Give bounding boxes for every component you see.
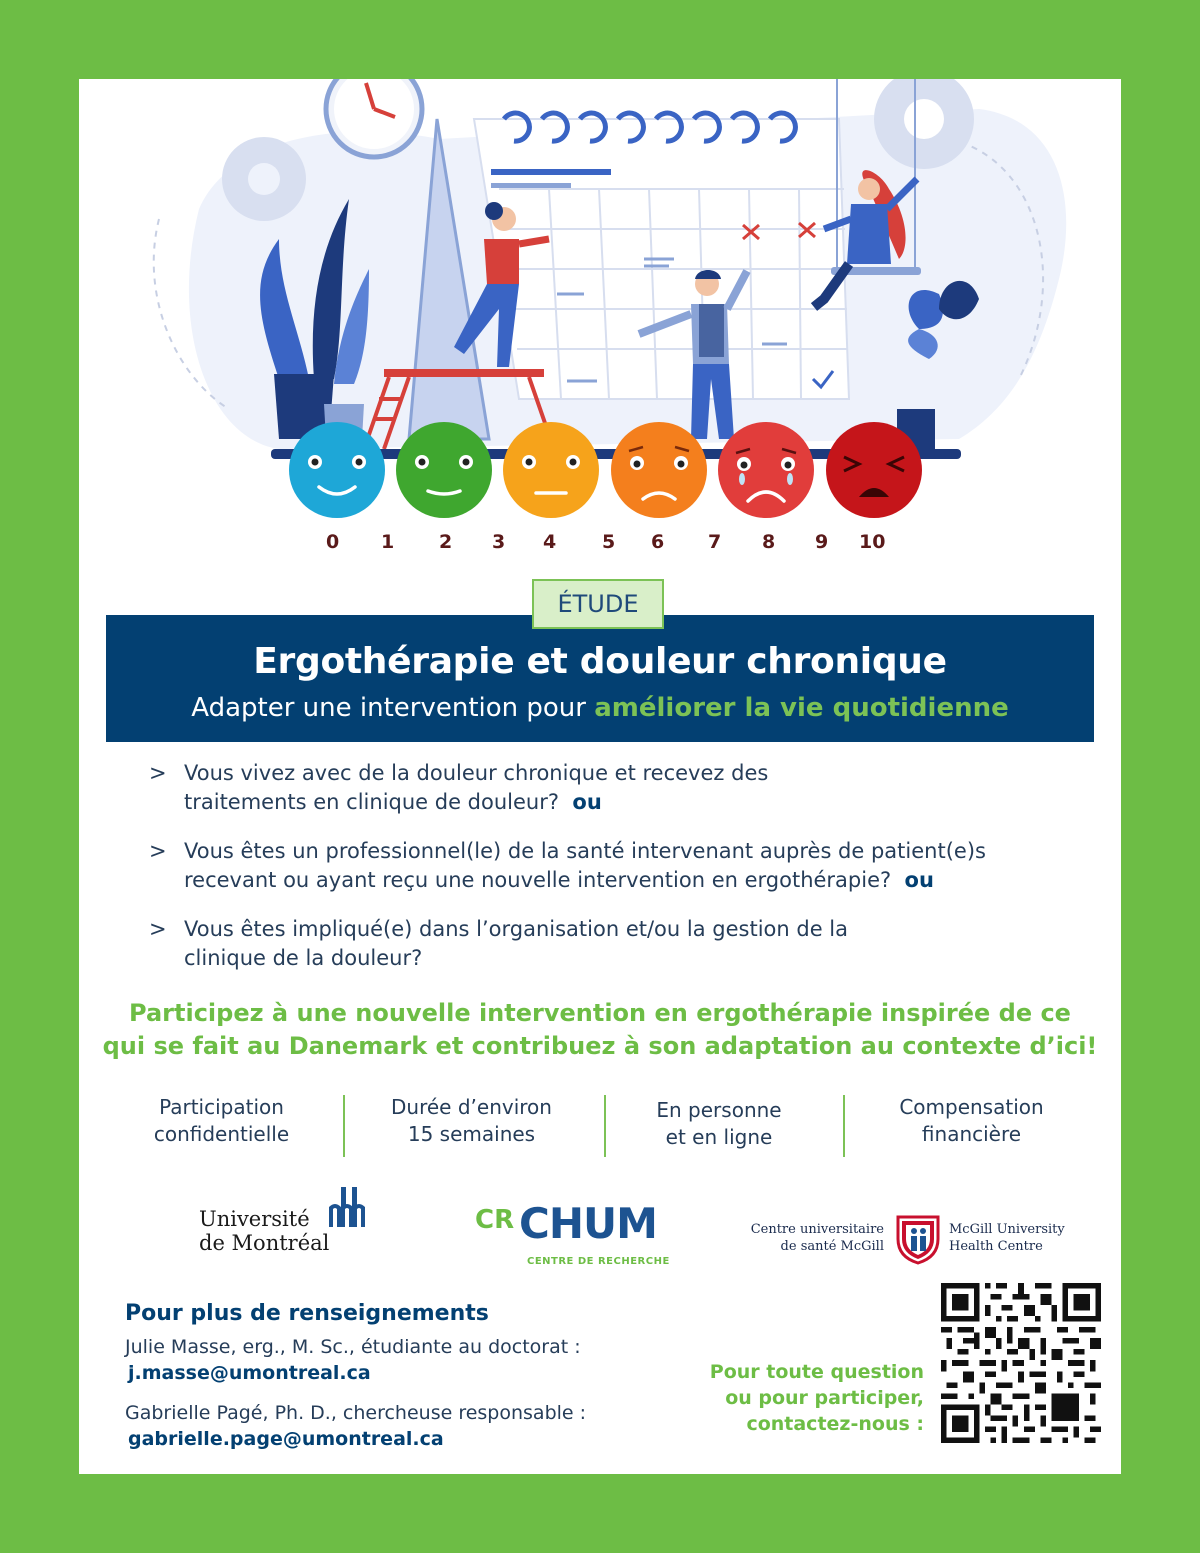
pain-face-3: [611, 422, 707, 518]
scale-number: 4: [543, 531, 557, 553]
scale-number: 3: [492, 531, 506, 553]
feature-line: 15 semaines: [407, 1122, 536, 1146]
list-item: [149, 837, 1089, 895]
mcgill-line: Health Centre: [949, 1239, 1043, 1254]
bullet-or: ou: [572, 790, 602, 814]
feature-line: Compensation: [899, 1095, 1044, 1119]
crchum-sub: CENTRE DE RECHERCHE: [527, 1256, 670, 1267]
gear-icon: [222, 137, 306, 221]
page-subtitle: [106, 693, 1094, 723]
mcgill-line: Centre universitaire: [750, 1222, 884, 1237]
divider: [843, 1095, 845, 1157]
subtitle-prefix: Adapter une intervention pour: [191, 693, 586, 723]
bullet-line: [184, 944, 1089, 973]
cta-line: Participez à une nouvelle intervention en ergothérapie inspirée de ce: [129, 999, 1071, 1027]
cta-line: qui se fait au Danemark et contribuez à son adaptation au contexte d’ici!: [102, 1032, 1098, 1060]
prompt-line: ou pour participer,: [725, 1387, 924, 1409]
prompt-line: contactez-nous :: [746, 1413, 924, 1435]
scale-number: 0: [326, 531, 340, 553]
crchum-main: CHUM: [519, 1199, 657, 1248]
udem-line: de Montréal: [199, 1231, 330, 1255]
clock-icon: [326, 79, 422, 157]
pain-face-2: [503, 422, 599, 518]
mcgill-en-text: [949, 1221, 1065, 1255]
contact-person: Gabrielle Pagé, Ph. D., chercheuse responsable :: [125, 1402, 587, 1424]
divider: [604, 1095, 606, 1157]
features-row: [99, 1094, 1099, 1164]
divider: [343, 1095, 345, 1157]
list-item: [149, 759, 1089, 817]
qr-code-icon[interactable]: [941, 1283, 1101, 1443]
feature-line: En personne: [656, 1098, 782, 1122]
bullet-text: clinique de la douleur?: [184, 946, 423, 970]
udem-emblem-icon: [327, 1187, 372, 1229]
study-tag: ÉTUDE: [532, 579, 664, 629]
pain-face-1: [396, 422, 492, 518]
prompt-line: Pour toute question: [709, 1361, 924, 1383]
udem-wordmark: [199, 1207, 329, 1255]
scale-number: 5: [602, 531, 616, 553]
contact-email-link[interactable]: j.masse@umontreal.ca: [128, 1362, 371, 1384]
contact-person: Julie Masse, erg., M. Sc., étudiante au doctorat :: [125, 1336, 581, 1358]
feature-line: et en ligne: [665, 1125, 773, 1149]
chevron-right-icon: >: [149, 839, 167, 863]
mcgill-line: McGill University: [949, 1222, 1065, 1237]
feature-confidential: [119, 1094, 324, 1148]
mcgill-shield-icon: [896, 1213, 940, 1265]
scale-number: 1: [381, 531, 395, 553]
contact-email-link[interactable]: gabrielle.page@umontreal.ca: [128, 1428, 444, 1450]
bullet-line: [184, 866, 1089, 895]
crchum-logo: [475, 1199, 675, 1274]
feature-format: [619, 1097, 819, 1151]
calendar-icon: [474, 113, 849, 399]
subtitle-highlight: améliorer la vie quotidienne: [594, 693, 1009, 723]
scale-number: 9: [815, 531, 829, 553]
scale-number: 10: [859, 531, 886, 553]
crchum-prefix: CR: [475, 1205, 515, 1235]
bullet-line: Vous êtes impliqué(e) dans l’organisation et/ou la gestion de la: [184, 917, 848, 941]
list-item: [149, 915, 1089, 973]
pain-face-5: [826, 422, 922, 518]
feature-line: Durée d’environ: [391, 1095, 552, 1119]
scale-number: 7: [708, 531, 722, 553]
mcgill-fr-text: [751, 1221, 884, 1255]
call-to-action: [99, 997, 1101, 1063]
feature-line: confidentielle: [153, 1122, 290, 1146]
chevron-right-icon: >: [149, 917, 167, 941]
contact-title: Pour plus de renseignements: [125, 1301, 489, 1326]
feature-line: Participation: [159, 1095, 284, 1119]
pain-face-0: [289, 422, 385, 518]
pain-scale-numbers: [309, 531, 889, 561]
eligibility-list: [149, 759, 1089, 993]
page-title: Ergothérapie et douleur chronique: [253, 641, 947, 682]
illustration: [79, 79, 1121, 579]
feature-duration: [369, 1094, 574, 1148]
bullet-or: ou: [904, 868, 934, 892]
feature-compensation: [869, 1094, 1074, 1148]
pain-face-4: [718, 422, 814, 518]
udem-logo: [199, 1187, 379, 1257]
flyer-page: [79, 79, 1121, 1474]
bullet-line: [184, 788, 1089, 817]
mcgill-logo: [739, 1211, 1079, 1271]
scale-number: 6: [651, 531, 665, 553]
scale-number: 8: [762, 531, 776, 553]
feature-line: financière: [921, 1122, 1022, 1146]
contact-section: [125, 1301, 685, 1466]
contact-prompt: [679, 1359, 924, 1437]
bullet-line: Vous êtes un professionnel(le) de la santé intervenant auprès de patient(e)s: [184, 839, 986, 863]
scale-number: 2: [439, 531, 453, 553]
udem-line: Université: [199, 1207, 310, 1231]
bullet-text: recevant ou ayant reçu une nouvelle intervention en ergothérapie?: [184, 868, 892, 892]
bullet-text: traitements en clinique de douleur?: [184, 790, 560, 814]
bullet-line: Vous vivez avec de la douleur chronique et recevez des: [184, 761, 769, 785]
mcgill-line: de santé McGill: [780, 1239, 884, 1254]
title-banner: [106, 615, 1094, 742]
chevron-right-icon: >: [149, 761, 167, 785]
